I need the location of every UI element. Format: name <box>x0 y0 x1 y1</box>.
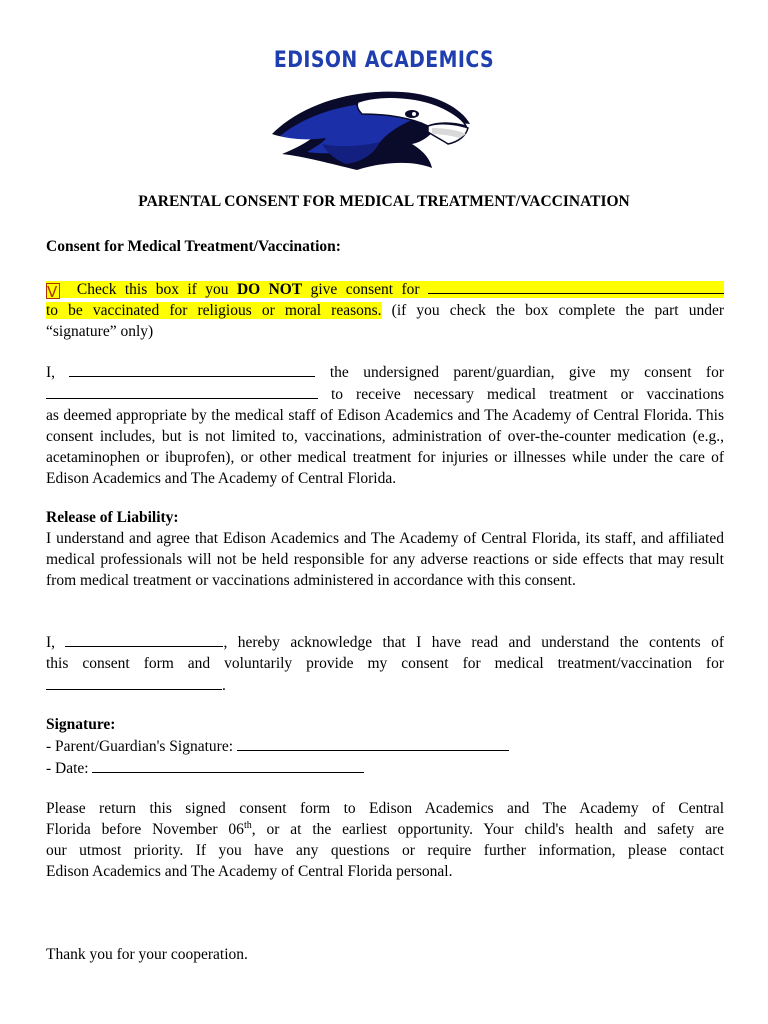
ack-line-1 <box>46 631 724 653</box>
thanks-line <box>46 944 724 965</box>
closing-line-2-sup: th <box>243 819 252 831</box>
consent-paragraph <box>46 361 724 489</box>
ack-line-1-pre: I, <box>46 634 56 651</box>
ack-line-3-post: . <box>222 677 226 694</box>
parent-signature-field[interactable] <box>237 735 509 751</box>
consent-body: as deemed appropriate by the medical staff of Edison Academics and The Academy of Central Florida. This consent includes, but is not limited to, vaccinations, administration of over-the-counter medication (e.g., acetaminophen or ibuprofen), or other medical treatment for injuries or illnesses while under the care of Edison Academics and The Academy of Central Florida. <box>46 407 724 487</box>
signature-section <box>46 714 724 779</box>
opt-out-text-bold: DO NOT <box>236 281 303 298</box>
closing-line-2-post: , or at the earliest opportunity. Your child's health and safety are <box>251 821 725 838</box>
signature-heading: Signature: <box>46 716 116 733</box>
closing-line-2-pre: Florida before November 06 <box>46 821 244 838</box>
consent-line-1 <box>46 361 724 383</box>
consent-line-2-post: to receive necessary medical treatment or vaccinations <box>318 386 724 403</box>
closing-line-3: our utmost priority. If you have any questions or require further information, please contact <box>46 842 724 859</box>
eagle-head-logo <box>262 84 476 174</box>
closing-line-4: Edison Academics and The Academy of Central Florida personal. <box>46 863 453 880</box>
ack-child-blank[interactable] <box>46 674 222 690</box>
opt-out-line-2 <box>46 300 724 321</box>
consent-line-1-pre: I, <box>46 364 56 381</box>
parent-signature-label: - Parent/Guardian's Signature: <box>46 738 234 755</box>
ack-line-2: this consent form and voluntarily provide my consent for medical treatment/vaccination for <box>46 655 724 672</box>
ack-line-3 <box>46 674 724 696</box>
opt-out-highlight-2: to be vaccinated for religious or moral reasons. <box>46 302 382 319</box>
liability-section <box>46 507 724 591</box>
opt-out-block <box>46 278 724 342</box>
consent-line-2 <box>46 383 724 405</box>
org-name-heading: EDISON ACADEMICS <box>273 48 495 73</box>
consent-heading-text: Consent for Medical Treatment/Vaccination: <box>46 238 341 255</box>
opt-out-line-2-rest: (if you check the box complete the part under <box>381 302 724 319</box>
closing-section <box>46 798 724 882</box>
child-name-blank-1[interactable] <box>428 278 724 294</box>
date-field[interactable] <box>92 757 364 773</box>
opt-out-checkbox[interactable] <box>46 283 60 299</box>
closing-line-2 <box>46 819 724 840</box>
liability-heading: Release of Liability: <box>46 509 179 526</box>
opt-out-line-1 <box>46 278 724 300</box>
thanks-text: Thank you for your cooperation. <box>46 946 248 963</box>
acknowledgement-section <box>46 631 724 696</box>
parent-signature-line <box>46 735 724 757</box>
opt-out-text-post: give consent for <box>302 281 429 298</box>
date-line <box>46 757 724 779</box>
child-name-blank-2[interactable] <box>46 383 318 399</box>
consent-line-1-post: the undersigned parent/guardian, give my consent for <box>315 364 725 381</box>
opt-out-text-pre: Check this box if you <box>76 281 237 298</box>
parent-name-blank[interactable] <box>69 361 315 377</box>
date-label: - Date: <box>46 760 89 777</box>
form-title: PARENTAL CONSENT FOR MEDICAL TREATMENT/VACCINATION <box>138 193 630 210</box>
checkmark-icon: V <box>47 283 58 301</box>
closing-line-1: Please return this signed consent form to Edison Academics and The Academy of Central <box>46 800 724 817</box>
ack-name-blank[interactable] <box>65 631 223 647</box>
consent-heading <box>46 236 724 257</box>
opt-out-line-3: “signature” only) <box>46 323 154 340</box>
liability-text: I understand and agree that Edison Academics and The Academy of Central Florida, its staff, and affiliated medical professionals will not be held responsible for any adverse reactions or side effects that may result from medical treatment or vaccinations administered in accordance with this consent. <box>46 530 724 589</box>
opt-out-highlight-1 <box>46 281 724 301</box>
ack-line-1-post: , hereby acknowledge that I have read and understand the contents of <box>223 634 725 651</box>
